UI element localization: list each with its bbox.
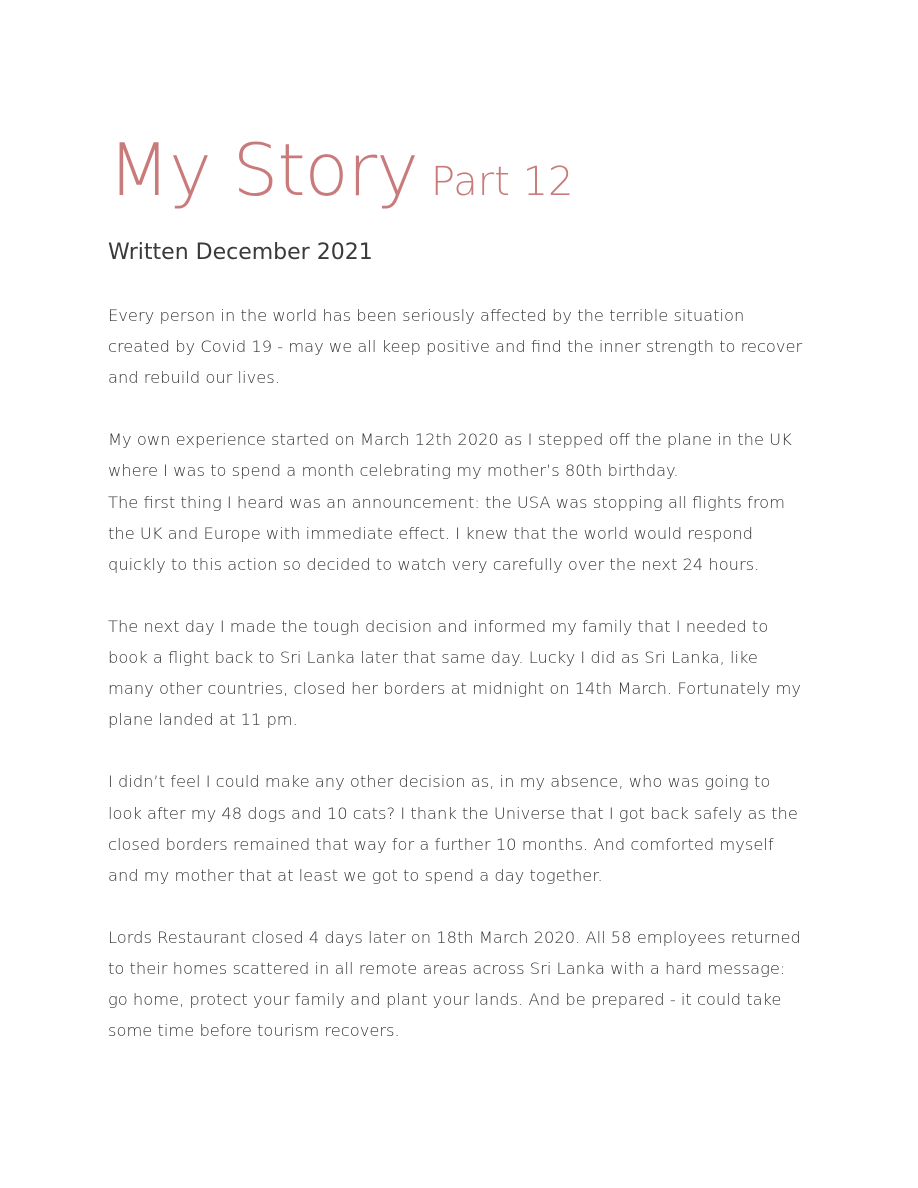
paragraph-restaurant: [108, 922, 808, 1046]
paragraph-text: My own experience started on March 12th 2020 as I stepped off the plane in the UK where I was to spend a month celebrating my mother’s 80th birthday.: [108, 430, 792, 481]
paragraph-text: Every person in the world has been seriously affected by the terrible situation created by Covid 19 - may we all keep positive and find the inner strength to recover and rebuild our lives.: [108, 306, 803, 388]
story-body: [108, 300, 808, 1077]
written-date: Written December 2021: [108, 240, 373, 265]
paragraph-text: The first thing I heard was an announcement: the USA was stopping all flights from the UK and Europe with immediate effect. I knew that the world would respond quickly to this action so decided to watch very carefully over the next 24 hours.: [108, 492, 785, 574]
paragraph-text: I didn’t feel I could make any other decision as, in my absence, who was going to look after my 48 dogs and 10 cats? I thank the Universe that I got back safely as the closed borders remained that way for a further 10 months. And comforted myself and my mother that at least we got to spend a day together.: [108, 772, 798, 885]
paragraph-text: The next day I made the tough decision and informed my family that I needed to book a flight back to Sri Lanka later that same day. Lucky I did as Sri Lanka, like many other countries, closed her borders at midnight on 14th March. Fortunately my plane landed at 11 pm.: [108, 616, 802, 730]
paragraph-animals: [108, 766, 808, 890]
paragraph-text: Lords Restaurant closed 4 days later on 18th March 2020. All 58 employees returned to their homes scattered in all remote areas across Sri Lanka with a hard message: go home, protect your family and plant your lands. And be prepared - it could take some time before tourism recovers.: [108, 927, 801, 1041]
title-main: My Story: [108, 128, 418, 212]
paragraph-decision: [108, 611, 808, 735]
paragraph-arrival: [108, 424, 808, 579]
title-part: Part 12: [430, 159, 574, 205]
paragraph-covid: [108, 300, 808, 393]
page-title: [108, 128, 574, 212]
